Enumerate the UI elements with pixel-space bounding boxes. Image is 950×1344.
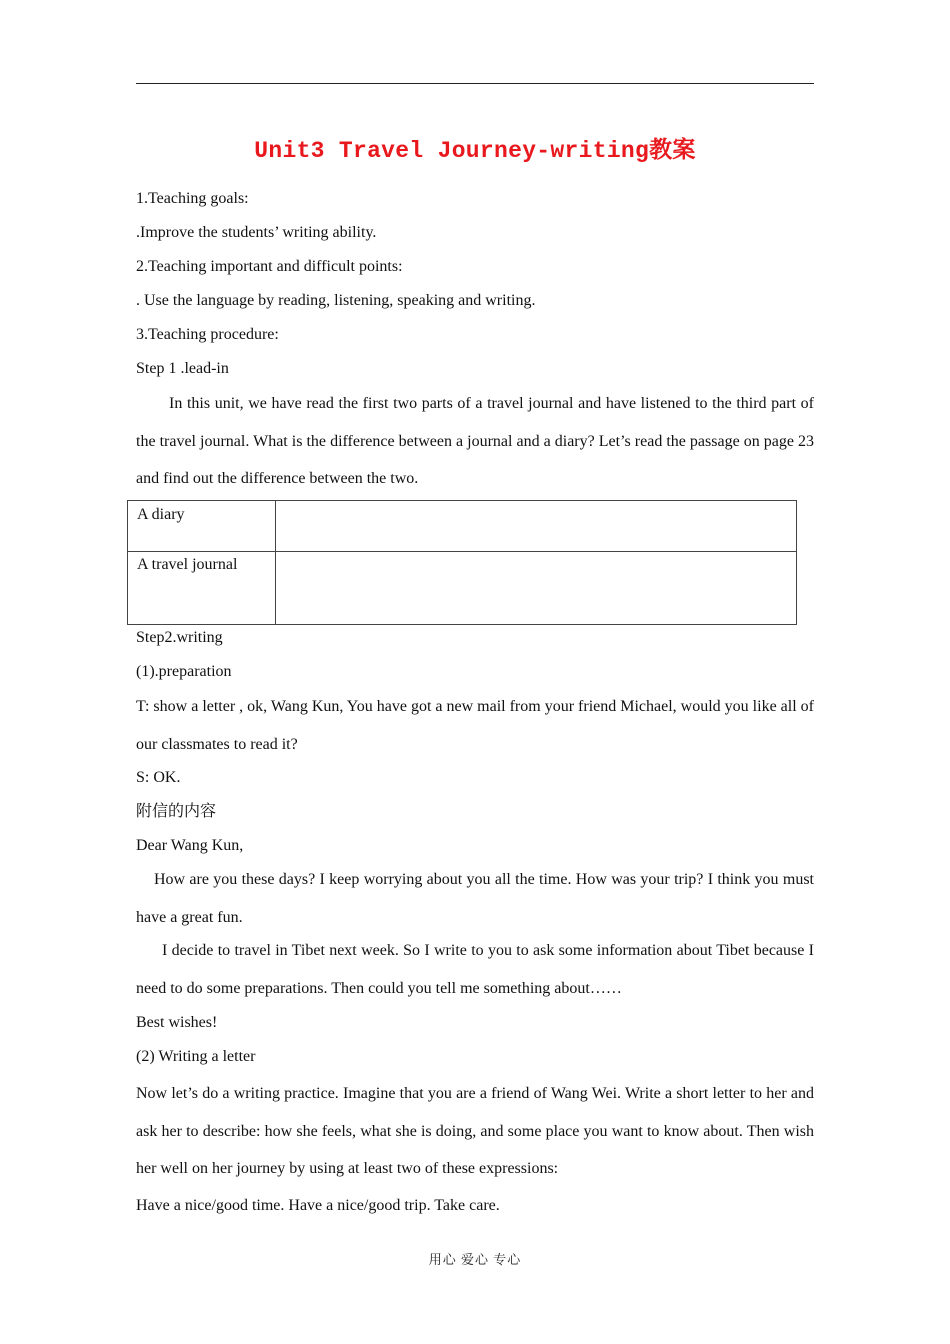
table-row-label: A diary xyxy=(137,506,185,523)
step1-heading: Step 1 .lead-in xyxy=(136,360,229,377)
practice-paragraph: Now let’s do a writing practice. Imagine that you are a friend of Wang Wei. Write a short letter to her and ask her to describe: how she feels, what she is doing, and some place you want to know about. Then wish her well on her journey by using at least two of these expressions: xyxy=(136,1085,814,1177)
table-row xyxy=(128,501,796,552)
step2-heading: Step2.writing xyxy=(136,629,223,646)
student-reply: S: OK. xyxy=(136,769,181,786)
letter-closing: Best wishes! xyxy=(136,1014,218,1031)
preparation-heading: (1).preparation xyxy=(136,663,232,680)
table-row xyxy=(128,551,796,625)
expressions-line: Have a nice/good time. Have a nice/good trip. Take care. xyxy=(136,1197,500,1214)
writing-letter-heading: (2) Writing a letter xyxy=(136,1048,256,1065)
key-points-heading: 2.Teaching important and difficult points: xyxy=(136,258,403,275)
letter-paragraph-1: How are you these days? I keep worrying about you all the time. How was your trip? I think you must have a great fun. xyxy=(136,871,814,926)
teaching-goals-text: .Improve the students’ writing ability. xyxy=(136,224,377,241)
letter-paragraph-2: I decide to travel in Tibet next week. So I write to you to ask some information about Tibet because I need to do some preparations. Then could you tell me something about…… xyxy=(136,942,814,997)
teacher-dialogue-paragraph: T: show a letter , ok, Wang Kun, You have got a new mail from your friend Michael, would you like all of our classmates to read it? xyxy=(136,698,814,753)
header-rule xyxy=(136,83,814,84)
diary-journal-table xyxy=(127,500,797,625)
teaching-goals-heading: 1.Teaching goals: xyxy=(136,190,249,207)
attached-letter-label: 附信的内容 xyxy=(136,803,217,820)
table-row-label: A travel journal xyxy=(137,556,238,573)
procedure-heading: 3.Teaching procedure: xyxy=(136,326,279,343)
document-title: Unit3 Travel Journey-writing教案 xyxy=(254,138,696,164)
leadin-paragraph: In this unit, we have read the first two parts of a travel journal and have listened to the third part of the travel journal. What is the difference between a journal and a diary? Let’s read the passage on page 23 and find out the difference between the two. xyxy=(136,395,814,487)
key-points-text: . Use the language by reading, listening, speaking and writing. xyxy=(136,292,536,309)
page-footer: 用心 爱心 专心 xyxy=(428,1252,522,1267)
letter-salutation: Dear Wang Kun, xyxy=(136,837,244,854)
